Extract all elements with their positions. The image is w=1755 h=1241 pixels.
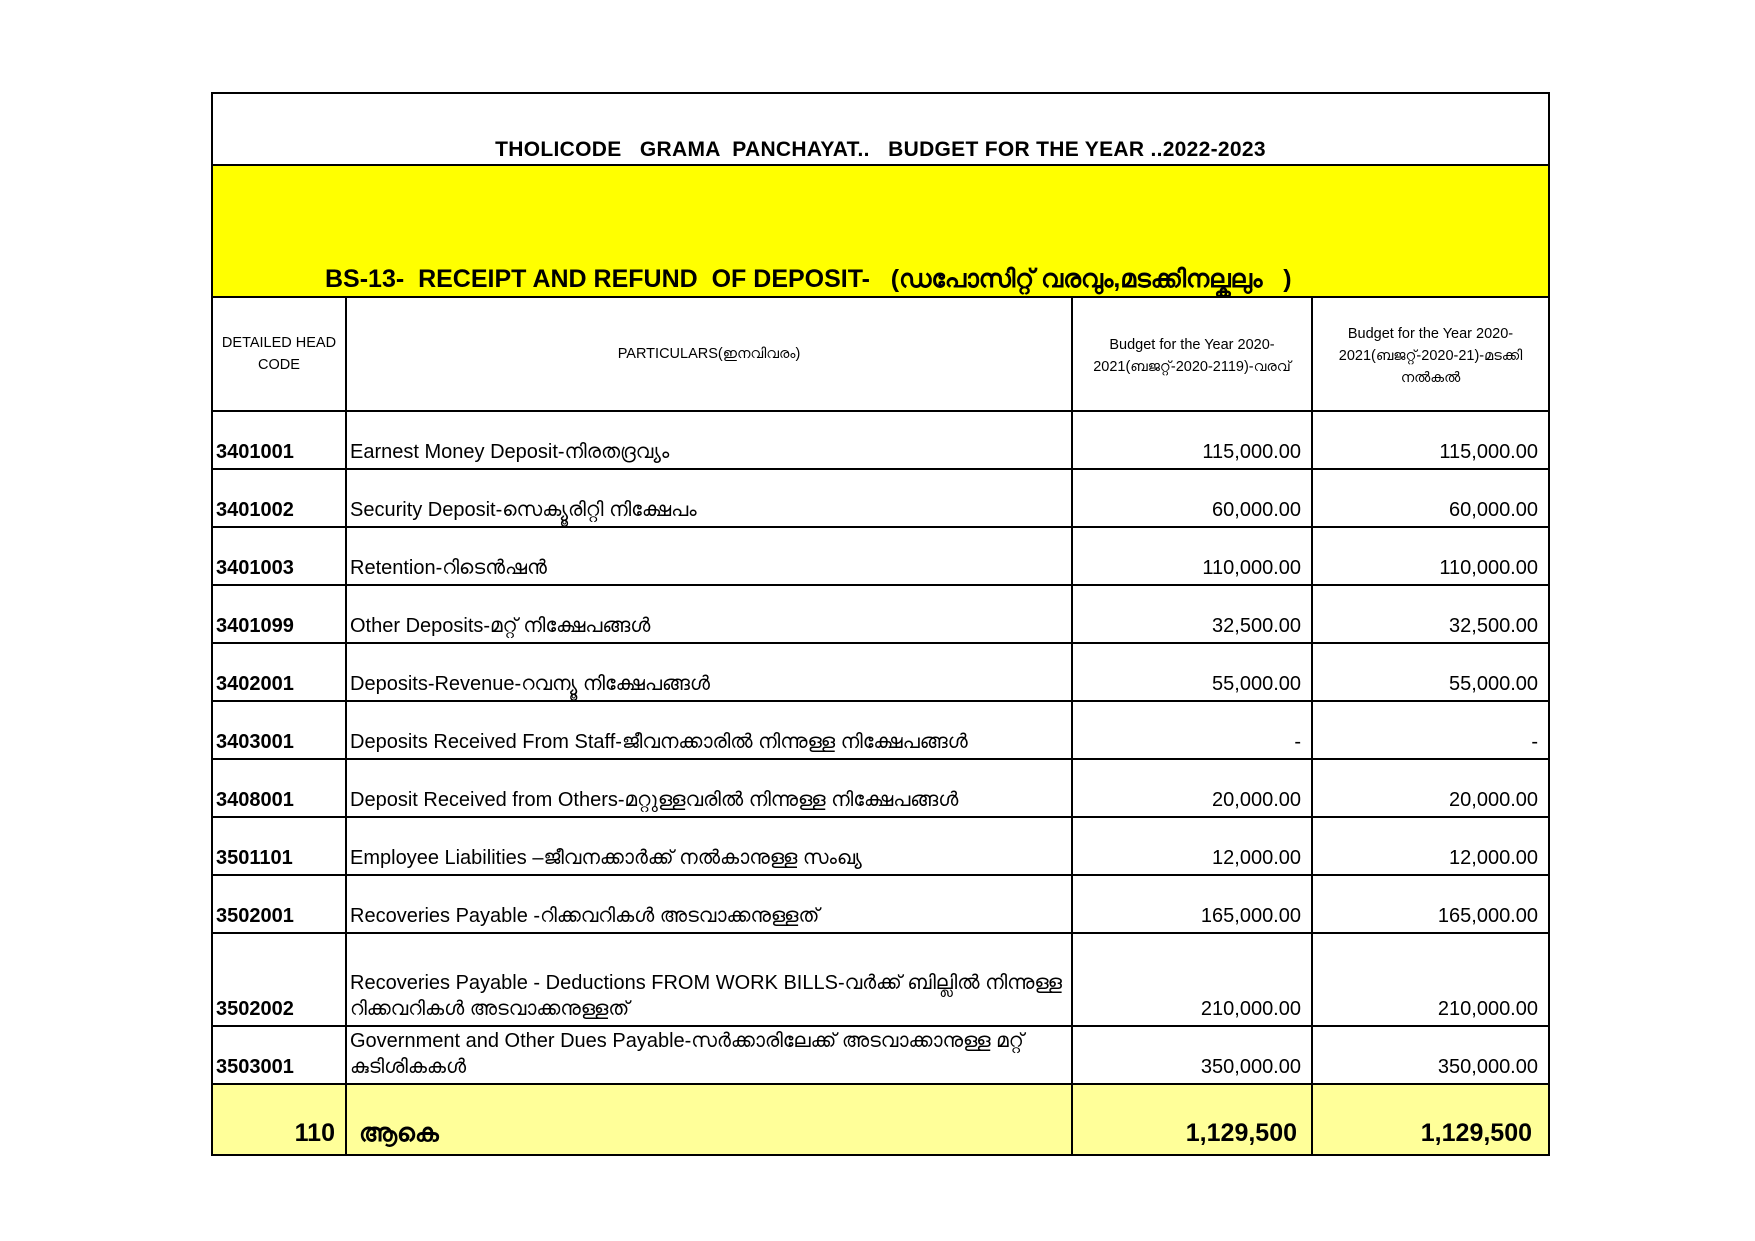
- row-refund: 350,000.00: [1437, 1056, 1538, 1078]
- page-title: THOLICODE GRAMA PANCHAYAT.. BUDGET FOR THE YEAR ..2022-2023: [495, 138, 1266, 161]
- table-row: [213, 1027, 1548, 1085]
- row-receipt: -: [1073, 702, 1313, 758]
- row-receipt: 60,000.00: [1073, 470, 1313, 526]
- table-row: [213, 644, 1548, 702]
- row-particulars: Employee Liabilities –ജീവനക്കാർക്ക് നൽകാനുള്ള സംഖ്യ: [347, 818, 1073, 874]
- row-refund: 20,000.00: [1449, 789, 1538, 811]
- row-particulars: Other Deposits-മറ്റ് നിക്ഷേപങ്ങൾ: [347, 586, 1073, 642]
- row-refund: 115,000.00: [1439, 441, 1538, 463]
- row-particulars: Recoveries Payable -റിക്കവറികൾ അടവാക്കനുള്ളത്: [347, 876, 1073, 932]
- header-code: DETAILED HEAD CODE: [213, 298, 347, 410]
- row-code: 3401001: [213, 412, 347, 468]
- row-refund: 12,000.00: [1449, 847, 1538, 869]
- row-receipt: 20,000.00: [1073, 760, 1313, 816]
- table-row: [213, 702, 1548, 760]
- table-row: [213, 934, 1548, 1027]
- header-particulars: PARTICULARS(ഇനവിവരം): [347, 298, 1073, 410]
- total-row: [213, 1085, 1548, 1154]
- row-receipt: 165,000.00: [1073, 876, 1313, 932]
- column-header-row: [213, 298, 1548, 412]
- table-row: [213, 818, 1548, 876]
- table-row: [213, 470, 1548, 528]
- row-particulars: Retention-റിടെൻഷൻ: [347, 528, 1073, 584]
- row-particulars: Deposit Received from Others-മറ്റുള്ളവരിൽ നിന്നുള്ള നിക്ഷേപങ്ങൾ: [347, 760, 1073, 816]
- budget-sheet: [211, 92, 1550, 1156]
- row-code: 3408001: [213, 760, 347, 816]
- header-receipt: Budget for the Year 2020-2021(ബജറ്റ്-2020-2119)-വരവ്: [1073, 298, 1313, 410]
- table-row: [213, 412, 1548, 470]
- header-refund: Budget for the Year 2020-2021(ബജറ്റ്-2020-21)-മടക്കി നൽകൽ: [1338, 326, 1523, 386]
- table-row: [213, 876, 1548, 934]
- row-receipt: 32,500.00: [1073, 586, 1313, 642]
- row-particulars: Recoveries Payable - Deductions FROM WORK BILLS-വർക്ക് ബില്ലിൽ നിന്നുള്ള റിക്കവറികൾ അടവാക്കനുള്ളത്: [347, 934, 1073, 1025]
- row-receipt: 210,000.00: [1073, 934, 1313, 1025]
- row-code: 3402001: [213, 644, 347, 700]
- section-title: BS-13- RECEIPT AND REFUND OF DEPOSIT- (ഡപോസിറ്റ് വരവും,മടക്കിനല്കലും ): [213, 166, 1548, 298]
- row-receipt: 115,000.00: [1073, 412, 1313, 468]
- row-code: 3403001: [213, 702, 347, 758]
- row-refund: 165,000.00: [1437, 905, 1538, 927]
- row-code: 3503001: [213, 1027, 347, 1083]
- total-code: 110: [213, 1085, 347, 1154]
- row-code: 3401099: [213, 586, 347, 642]
- row-code: 3501101: [213, 818, 347, 874]
- row-particulars: Security Deposit-സെക്യൂരിറ്റി നിക്ഷേപം: [347, 470, 1073, 526]
- row-particulars: Deposits Received From Staff-ജീവനക്കാരിൽ നിന്നുള്ള നിക്ഷേപങ്ങൾ: [347, 702, 1073, 758]
- row-particulars: Deposits-Revenue-റവന്യൂ നിക്ഷേപങ്ങൾ: [347, 644, 1073, 700]
- row-refund: -: [1531, 731, 1538, 753]
- total-receipt: 1,129,500: [1073, 1085, 1313, 1154]
- row-refund: 60,000.00: [1449, 499, 1538, 521]
- row-code: 3502001: [213, 876, 347, 932]
- row-receipt: 110,000.00: [1073, 528, 1313, 584]
- row-code: 3401002: [213, 470, 347, 526]
- row-receipt: 12,000.00: [1073, 818, 1313, 874]
- row-refund: 55,000.00: [1449, 673, 1538, 695]
- row-receipt: 55,000.00: [1073, 644, 1313, 700]
- total-refund: 1,129,500: [1420, 1119, 1532, 1147]
- table-row: [213, 528, 1548, 586]
- title-row: [213, 94, 1548, 166]
- row-particulars: Earnest Money Deposit-നിരതദ്രവ്യം: [347, 412, 1073, 468]
- table-row: [213, 760, 1548, 818]
- row-refund: 32,500.00: [1449, 615, 1538, 637]
- total-label: ആകെ: [347, 1085, 1073, 1154]
- row-refund: 110,000.00: [1439, 557, 1538, 579]
- row-code: 3401003: [213, 528, 347, 584]
- row-refund: 210,000.00: [1437, 998, 1538, 1020]
- row-code: 3502002: [213, 934, 347, 1025]
- row-particulars: Government and Other Dues Payable-സർക്കാരിലേക്ക് അടവാക്കാനുള്ള മറ്റ് കുടിശികകൾ: [347, 1027, 1073, 1083]
- row-receipt: 350,000.00: [1073, 1027, 1313, 1083]
- table-row: [213, 586, 1548, 644]
